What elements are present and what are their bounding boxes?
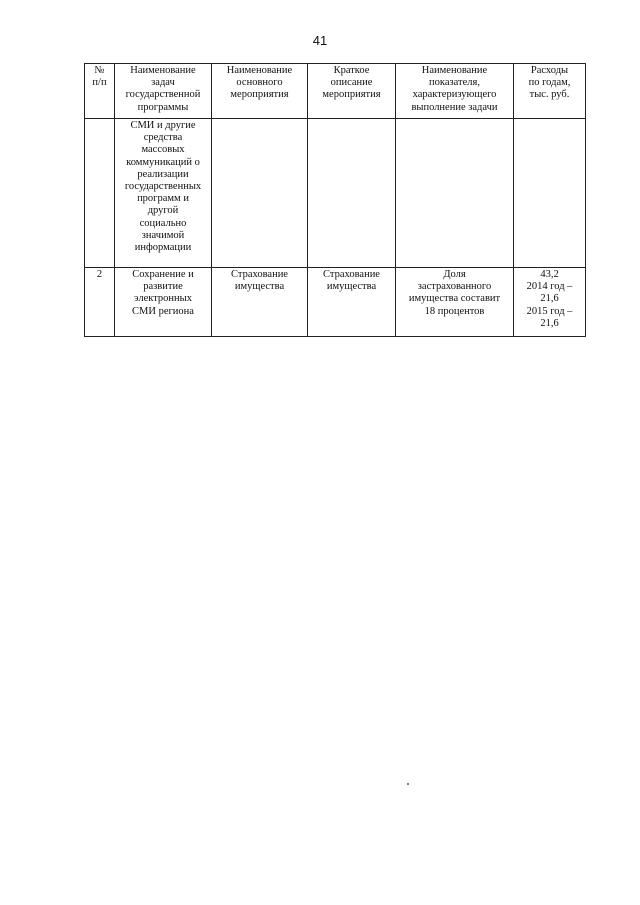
header-activity-description: Краткое описание мероприятия bbox=[308, 64, 396, 119]
table-row bbox=[85, 268, 586, 337]
header-main-activity: Наименование основного мероприятия bbox=[212, 64, 308, 119]
cell-indicator: Доля застрахованного имущества составит 18 процентов bbox=[396, 268, 514, 337]
scan-speck bbox=[407, 783, 409, 785]
page-number: 41 bbox=[312, 33, 328, 48]
cell-number bbox=[85, 119, 115, 268]
cell-main-activity bbox=[212, 119, 308, 268]
cell-activity-description bbox=[308, 119, 396, 268]
cell-indicator bbox=[396, 119, 514, 268]
header-tasks: Наименование задач государственной программы bbox=[115, 64, 212, 119]
table-header-row bbox=[85, 64, 586, 119]
cell-main-activity: Страхование имущества bbox=[212, 268, 308, 337]
cell-task: Сохранение и развитие электронных СМИ региона bbox=[115, 268, 212, 337]
cell-number: 2 bbox=[85, 268, 115, 337]
table-row bbox=[85, 119, 586, 268]
cell-expenses bbox=[514, 119, 586, 268]
header-expenses: Расходы по годам, тыс. руб. bbox=[514, 64, 586, 119]
header-number: № п/п bbox=[85, 64, 115, 119]
program-table bbox=[84, 63, 586, 337]
header-indicator: Наименование показателя, характеризующего выполнение задачи bbox=[396, 64, 514, 119]
cell-task: СМИ и другие средства массовых коммуникаций о реализации государственных программ и другой социально значимой информации bbox=[115, 119, 212, 268]
cell-expenses: 43,2 2014 год – 21,6 2015 год – 21,6 bbox=[514, 268, 586, 337]
cell-activity-description: Страхование имущества bbox=[308, 268, 396, 337]
